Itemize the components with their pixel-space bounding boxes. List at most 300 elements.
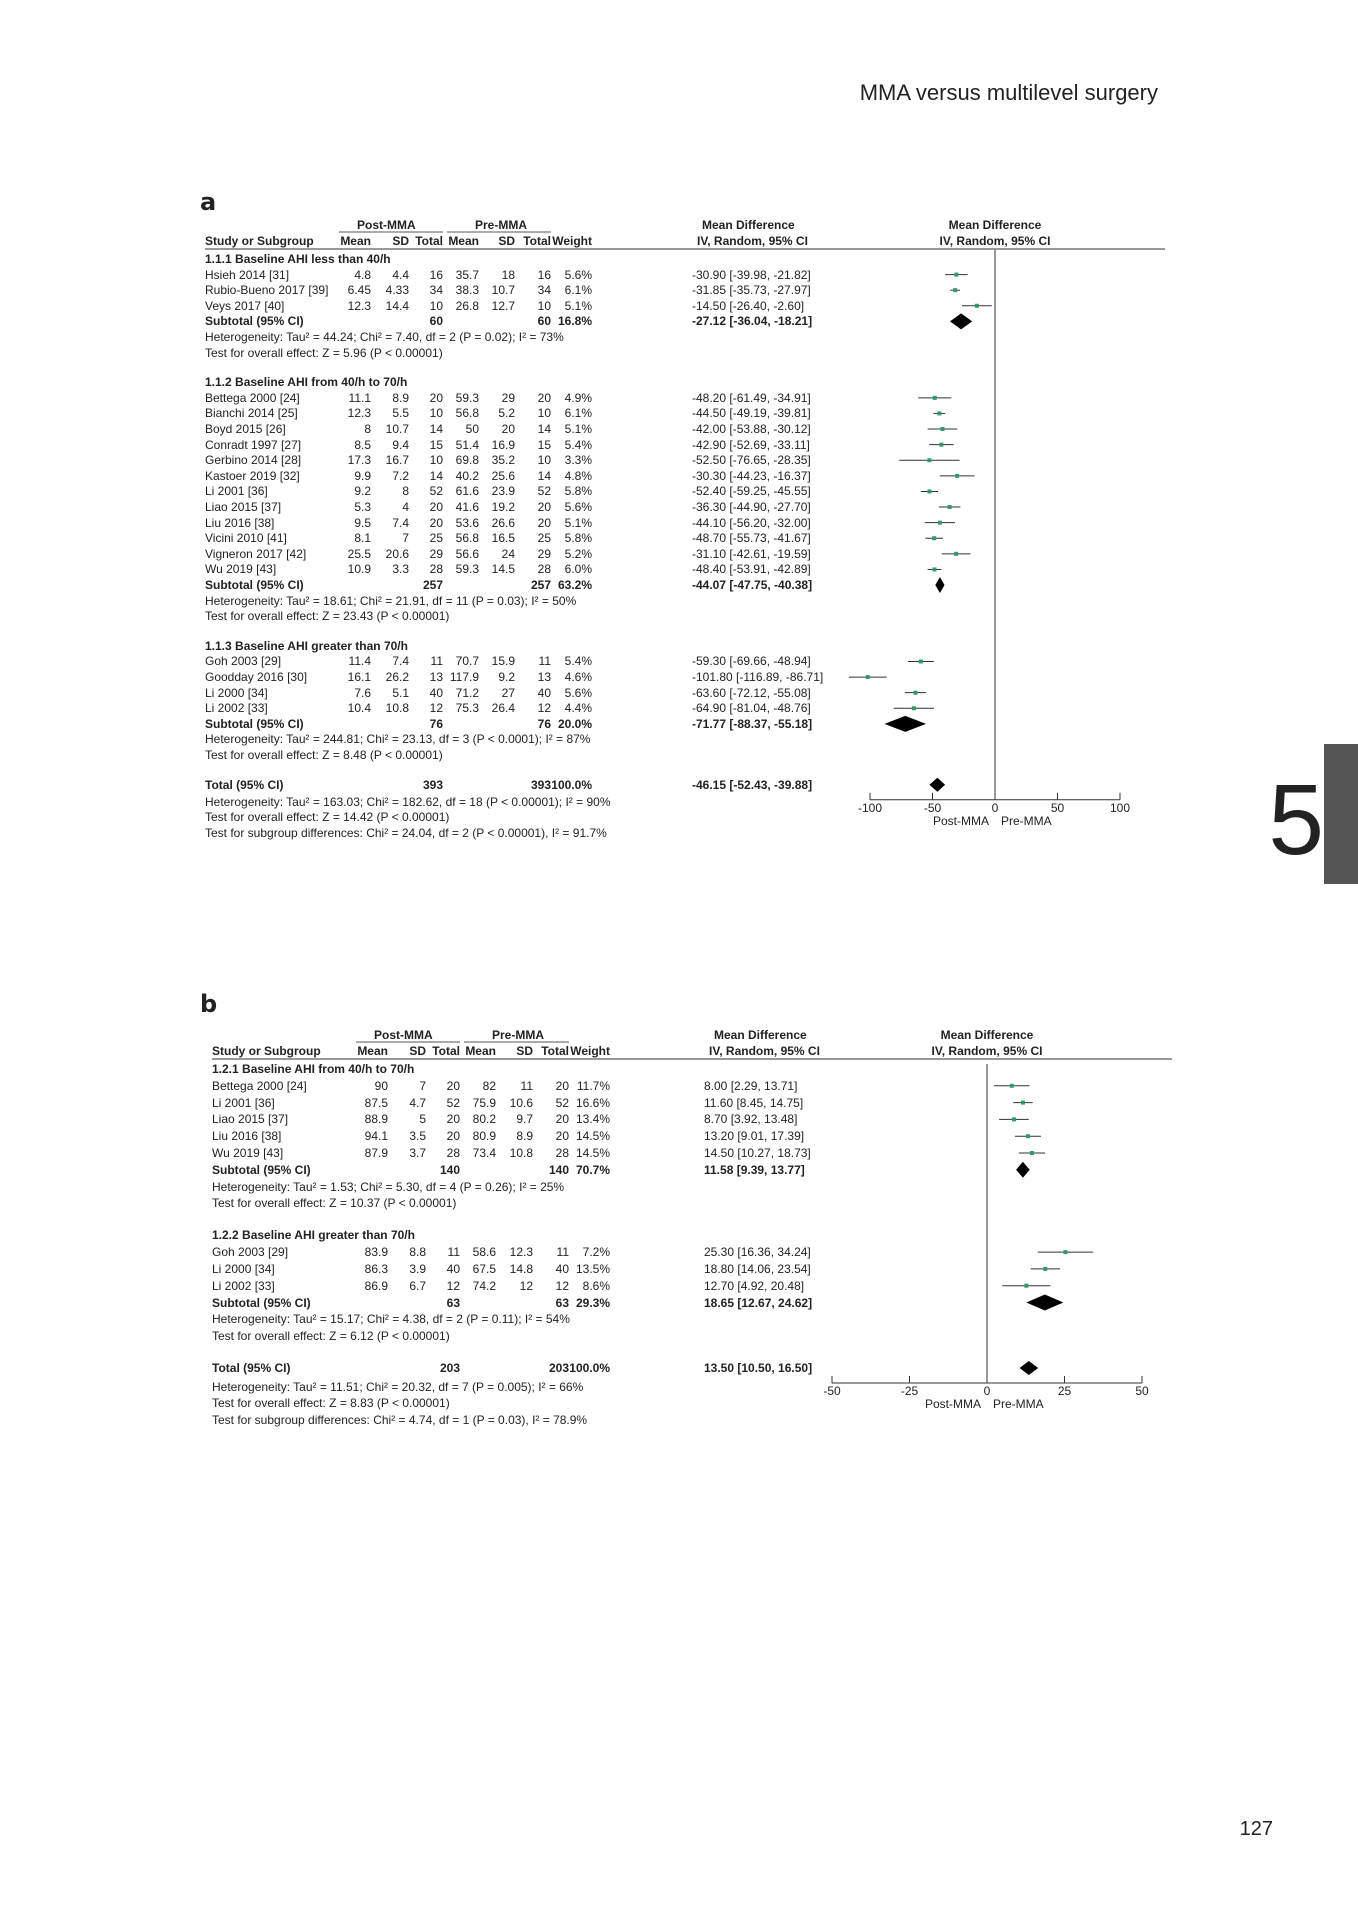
axis-tick-label: 25: [1057, 1384, 1072, 1399]
study-name: Liu 2016 [38]: [205, 515, 275, 530]
value-cell: 52: [446, 1095, 460, 1110]
value-cell: 40: [555, 1261, 569, 1276]
value-cell: 56.8: [455, 531, 479, 546]
ci-cell: 18.65 [12.67, 24.62]: [704, 1295, 813, 1310]
value-cell: 5.6%: [564, 267, 592, 282]
value-cell: 5.6%: [564, 500, 592, 515]
study-name: Liu 2016 [38]: [212, 1129, 282, 1144]
study-name: Li 2000 [34]: [205, 685, 268, 700]
value-cell: 5: [419, 1112, 426, 1127]
value-cell: 7.2%: [582, 1245, 610, 1260]
subgroup-differences-text: Test for subgroup differences: Chi² = 24.04, df = 2 (P < 0.00001), I² = 91.7%: [205, 826, 607, 841]
study-name: Liao 2015 [37]: [205, 500, 282, 515]
value-cell: 9.7: [516, 1112, 533, 1127]
value-cell: 52: [429, 484, 443, 499]
study-point: [975, 304, 979, 308]
column-header: Mean: [357, 1044, 388, 1058]
value-cell: 5.4%: [564, 437, 592, 452]
value-cell: 16: [429, 267, 443, 282]
value-cell: 23.9: [491, 484, 515, 499]
value-cell: 61.6: [455, 484, 479, 499]
study-point: [1021, 1101, 1025, 1105]
study-point: [1024, 1284, 1028, 1288]
value-cell: 10: [537, 298, 551, 313]
ci-cell: 14.50 [10.27, 18.73]: [704, 1146, 811, 1160]
value-cell: 59.3: [455, 562, 479, 577]
value-cell: 86.9: [364, 1278, 388, 1293]
value-cell: 20: [537, 390, 551, 405]
effect-header-right: Mean Difference: [948, 218, 1042, 232]
column-header: SD: [498, 234, 515, 248]
value-cell: 52: [537, 484, 551, 499]
study-point: [866, 675, 870, 679]
value-cell: 75.9: [472, 1095, 496, 1110]
value-cell: 20.0%: [557, 716, 592, 731]
study-name: Boyd 2015 [26]: [205, 422, 286, 437]
pooled-diamond: [950, 313, 972, 329]
value-cell: 13.5%: [575, 1261, 610, 1276]
value-cell: 25: [429, 531, 443, 546]
value-cell: 117.9: [449, 670, 479, 685]
value-cell: 26.6: [491, 515, 515, 530]
value-cell: 16.5: [491, 531, 515, 546]
chapter-number: 5: [1268, 764, 1324, 876]
value-cell: 24: [501, 546, 515, 561]
value-cell: 20: [429, 515, 443, 530]
study-point: [953, 288, 957, 292]
value-cell: 5.5: [392, 406, 409, 421]
value-cell: 11: [447, 1245, 460, 1260]
study-point: [1043, 1267, 1047, 1271]
ci-cell: -52.50 [-76.65, -28.35]: [692, 453, 811, 468]
column-header: SD: [392, 234, 409, 248]
value-cell: 8.9: [392, 390, 409, 405]
ci-cell: -31.85 [-35.73, -27.97]: [692, 283, 811, 298]
axis-tick-label: 100: [1109, 800, 1131, 815]
value-cell: 4.6%: [564, 670, 592, 685]
study-name: Bianchi 2014 [25]: [205, 406, 298, 421]
ci-cell: -42.90 [-52.69, -33.11]: [692, 437, 810, 452]
value-cell: 9.2: [354, 484, 371, 499]
value-cell: 40: [429, 685, 443, 700]
value-cell: 12: [555, 1278, 569, 1293]
heterogeneity-text: Heterogeneity: Tau² = 18.61; Chi² = 21.91, df = 11 (P = 0.03); I² = 50%: [205, 593, 577, 608]
total-label: Total (95% CI): [212, 1361, 291, 1376]
value-cell: 3.3%: [564, 453, 592, 468]
value-cell: 5.6%: [564, 685, 592, 700]
study-point: [941, 427, 945, 431]
study-name: Wu 2019 [43]: [205, 562, 277, 577]
study-name: Li 2000 [34]: [212, 1261, 275, 1276]
pooled-diamond: [1020, 1361, 1039, 1375]
study-point: [1026, 1134, 1030, 1138]
axis-tick-label: -25: [900, 1384, 919, 1399]
value-cell: 28: [429, 562, 443, 577]
effect-subheader-left: IV, Random, 95% CI: [697, 234, 808, 248]
value-cell: 70.7: [455, 654, 479, 669]
value-cell: 20: [555, 1112, 569, 1127]
ci-cell: -48.40 [-53.91, -42.89]: [692, 562, 811, 577]
value-cell: 10.6: [509, 1095, 533, 1110]
value-cell: 35.7: [455, 267, 479, 282]
ci-cell: 12.70 [4.92, 20.48]: [704, 1278, 805, 1293]
overall-effect-text: Test for overall effect: Z = 8.48 (P < 0.00001): [205, 748, 443, 763]
value-cell: 4.4: [392, 267, 409, 282]
study-name: Li 2002 [33]: [205, 701, 268, 716]
value-cell: 26.8: [455, 298, 479, 313]
column-header: Total: [523, 234, 551, 248]
overall-effect-text: Test for overall effect: Z = 6.12 (P < 0.00001): [212, 1329, 450, 1344]
value-cell: 87.9: [364, 1146, 388, 1160]
value-cell: 51.4: [455, 437, 479, 452]
study-point: [919, 659, 923, 663]
page-number: 127: [1239, 1818, 1273, 1840]
axis-tick-label: -50: [923, 800, 942, 815]
study-point: [954, 273, 958, 277]
study-name: Hsieh 2014 [31]: [205, 267, 290, 282]
heterogeneity-text: Heterogeneity: Tau² = 244.81; Chi² = 23.13, df = 3 (P < 0.0001); I² = 87%: [205, 732, 591, 747]
value-cell: 63: [555, 1295, 569, 1310]
value-cell: 20: [446, 1129, 460, 1144]
total-overall-effect-text: Test for overall effect: Z = 14.42 (P < 0.00001): [205, 810, 450, 825]
ci-cell: -27.12 [-36.04, -18.21]: [692, 314, 813, 329]
value-cell: 14.5: [491, 562, 515, 577]
effect-subheader-right: IV, Random, 95% CI: [939, 234, 1051, 248]
ci-cell: -30.90 [-39.98, -21.82]: [692, 267, 811, 282]
value-cell: 15.9: [491, 654, 515, 669]
value-cell: 10.7: [491, 283, 515, 298]
value-cell: 20: [555, 1129, 569, 1144]
value-cell: 56.8: [455, 406, 479, 421]
total-overall-effect-text: Test for overall effect: Z = 8.83 (P < 0.00001): [212, 1396, 450, 1411]
value-cell: 13: [429, 670, 443, 685]
value-cell: 20: [446, 1112, 460, 1127]
value-cell: 257: [422, 578, 443, 593]
forest-plot-b: [212, 1028, 1172, 1488]
study-point: [1030, 1151, 1034, 1155]
value-cell: 6.45: [347, 283, 371, 298]
value-cell: 28: [555, 1146, 569, 1160]
value-cell: 60: [429, 314, 443, 329]
study-point: [955, 474, 959, 478]
study-point: [937, 411, 941, 415]
study-point: [912, 706, 916, 710]
study-point: [939, 443, 943, 447]
study-name: Veys 2017 [40]: [205, 298, 285, 313]
column-header: Total: [415, 234, 443, 248]
value-cell: 11.7%: [576, 1078, 610, 1093]
study-point: [954, 552, 958, 556]
value-cell: 87.5: [364, 1095, 388, 1110]
value-cell: 140: [439, 1162, 460, 1177]
value-cell: 4: [402, 500, 409, 515]
value-cell: 3.3: [392, 562, 409, 577]
study-name: Goh 2003 [29]: [212, 1245, 289, 1260]
value-cell: 82: [482, 1078, 496, 1093]
value-cell: 3.9: [409, 1261, 426, 1276]
study-point: [932, 536, 936, 540]
value-cell: 14.5%: [575, 1146, 610, 1160]
value-cell: 94.1: [364, 1129, 388, 1144]
value-cell: 88.9: [364, 1112, 388, 1127]
value-cell: 14.5%: [575, 1129, 610, 1144]
value-cell: 10.8: [509, 1146, 533, 1160]
column-header: Mean: [448, 234, 479, 248]
heterogeneity-text: Heterogeneity: Tau² = 1.53; Chi² = 5.30, df = 4 (P = 0.26); I² = 25%: [212, 1179, 565, 1194]
value-cell: 29.3%: [575, 1295, 610, 1310]
value-cell: 5.2%: [564, 546, 592, 561]
value-cell: 10: [537, 453, 551, 468]
column-header: Study or Subgroup: [212, 1044, 321, 1058]
value-cell: 16.6%: [575, 1095, 610, 1110]
value-cell: 20: [429, 500, 443, 515]
subtotal-label: Subtotal (95% CI): [212, 1162, 311, 1177]
value-cell: 10.7: [385, 422, 409, 437]
value-cell: 10.8: [385, 701, 409, 716]
study-name: Li 2001 [36]: [205, 484, 268, 499]
value-cell: 20: [537, 515, 551, 530]
value-cell: 12.3: [347, 298, 371, 313]
study-point: [927, 458, 931, 462]
axis-tick-label: 0: [983, 1384, 991, 1399]
group2-header: Pre-MMA: [492, 1028, 545, 1042]
group1-header: Post-MMA: [357, 218, 416, 232]
study-name: Kastoer 2019 [32]: [205, 468, 300, 483]
ci-cell: -42.00 [-53.88, -30.12]: [692, 422, 811, 437]
study-point: [914, 691, 918, 695]
value-cell: 10: [429, 298, 443, 313]
value-cell: 4.9%: [564, 390, 592, 405]
study-point: [948, 505, 952, 509]
subgroup-title: 1.1.2 Baseline AHI from 40/h to 70/h: [205, 375, 408, 390]
value-cell: 10: [429, 453, 443, 468]
value-cell: 76: [429, 716, 443, 731]
value-cell: 25.6: [491, 468, 515, 483]
value-cell: 86.3: [364, 1261, 388, 1276]
ci-cell: 8.70 [3.92, 13.48]: [704, 1112, 798, 1127]
value-cell: 34: [537, 283, 551, 298]
subtotal-label: Subtotal (95% CI): [205, 578, 304, 593]
overall-effect-text: Test for overall effect: Z = 23.43 (P < 0.00001): [205, 609, 450, 624]
value-cell: 10.4: [347, 701, 371, 716]
ci-cell: 25.30 [16.36, 34.24]: [704, 1245, 811, 1260]
value-cell: 6.7: [409, 1278, 426, 1293]
ci-cell: -31.10 [-42.61, -19.59]: [692, 546, 811, 561]
column-header: Weight: [570, 1044, 610, 1058]
value-cell: 16: [537, 267, 551, 282]
value-cell: 67.5: [472, 1261, 496, 1276]
value-cell: 74.2: [472, 1278, 496, 1293]
subgroup-title: 1.2.1 Baseline AHI from 40/h to 70/h: [212, 1062, 415, 1076]
value-cell: 11: [538, 654, 551, 669]
value-cell: 58.6: [472, 1245, 496, 1260]
value-cell: 75.3: [455, 701, 479, 716]
column-header: SD: [516, 1044, 533, 1058]
value-cell: 17.3: [347, 453, 371, 468]
value-cell: 59.3: [455, 390, 479, 405]
axis-right-label: Pre-MMA: [1001, 813, 1052, 828]
value-cell: 100.0%: [551, 777, 592, 792]
axis-left-label: Post-MMA: [924, 1397, 981, 1412]
column-header: Study or Subgroup: [205, 234, 314, 248]
value-cell: 9.4: [392, 437, 409, 452]
value-cell: 5.8%: [564, 531, 592, 546]
axis-tick-label: 0: [991, 800, 999, 815]
value-cell: 25: [537, 531, 551, 546]
forest-plot-graphics: [205, 218, 1165, 958]
value-cell: 8: [364, 422, 371, 437]
value-cell: 20: [429, 390, 443, 405]
value-cell: 8.8: [409, 1245, 426, 1260]
value-cell: 50: [465, 422, 479, 437]
study-name: Gerbino 2014 [28]: [205, 453, 302, 468]
value-cell: 14: [537, 422, 551, 437]
value-cell: 8: [402, 484, 409, 499]
value-cell: 9.9: [354, 468, 371, 483]
effect-header-left: Mean Difference: [702, 218, 795, 232]
value-cell: 9.5: [354, 515, 371, 530]
value-cell: 40: [446, 1261, 460, 1276]
ci-cell: 8.00 [2.29, 13.71]: [704, 1078, 798, 1093]
value-cell: 14.4: [385, 298, 409, 313]
value-cell: 40.2: [455, 468, 479, 483]
value-cell: 3.5: [409, 1129, 426, 1144]
ci-cell: -101.80 [-116.89, -86.71]: [692, 670, 824, 685]
ci-cell: -48.70 [-55.73, -41.67]: [692, 531, 811, 546]
value-cell: 28: [537, 562, 551, 577]
ci-cell: -59.30 [-69.66, -48.94]: [692, 654, 811, 669]
study-name: Bettega 2000 [24]: [205, 390, 300, 405]
group2-header: Pre-MMA: [475, 218, 528, 232]
value-cell: 7: [402, 531, 409, 546]
study-name: Vigneron 2017 [42]: [205, 546, 307, 561]
study-point: [933, 396, 937, 400]
ci-cell: -48.20 [-61.49, -34.91]: [692, 390, 811, 405]
pooled-diamond: [935, 577, 944, 593]
value-cell: 14: [429, 468, 443, 483]
panel-label-b: b: [200, 990, 218, 1018]
value-cell: 393: [422, 777, 443, 792]
column-header: Total: [541, 1044, 569, 1058]
axis-right-label: Pre-MMA: [993, 1397, 1044, 1412]
value-cell: 5.1: [392, 685, 409, 700]
pooled-diamond: [929, 778, 945, 792]
heterogeneity-text: Heterogeneity: Tau² = 15.17; Chi² = 4.38, df = 2 (P = 0.11); I² = 54%: [212, 1312, 570, 1327]
value-cell: 6.0%: [564, 562, 592, 577]
value-cell: 5.2: [498, 406, 515, 421]
value-cell: 60: [537, 314, 551, 329]
value-cell: 13: [537, 670, 551, 685]
value-cell: 12.3: [509, 1245, 533, 1260]
column-header: Total: [432, 1044, 460, 1058]
value-cell: 10.9: [347, 562, 371, 577]
study-name: Wu 2019 [43]: [212, 1146, 284, 1160]
value-cell: 4.8: [354, 267, 371, 282]
value-cell: 6.1%: [564, 283, 592, 298]
value-cell: 8.6%: [582, 1278, 610, 1293]
value-cell: 20: [446, 1078, 460, 1093]
forest-plot-a: [205, 218, 1165, 948]
effect-subheader-right: IV, Random, 95% CI: [931, 1044, 1043, 1058]
ci-cell: -14.50 [-26.40, -2.60]: [692, 298, 805, 313]
value-cell: 29: [501, 390, 515, 405]
study-name: Goh 2003 [29]: [205, 654, 282, 669]
value-cell: 34: [429, 283, 443, 298]
study-name: Li 2002 [33]: [212, 1278, 275, 1293]
study-point: [933, 567, 937, 571]
value-cell: 20.6: [385, 546, 409, 561]
total-heterogeneity-text: Heterogeneity: Tau² = 11.51; Chi² = 20.32, df = 7 (P = 0.005); I² = 66%: [212, 1379, 584, 1394]
value-cell: 203: [439, 1361, 460, 1376]
ci-cell: -52.40 [-59.25, -45.55]: [692, 484, 811, 499]
value-cell: 4.33: [385, 283, 409, 298]
running-head: MMA versus multilevel surgery: [859, 80, 1158, 105]
value-cell: 27: [501, 685, 515, 700]
value-cell: 80.9: [472, 1129, 496, 1144]
value-cell: 63: [446, 1295, 460, 1310]
ci-cell: 13.20 [9.01, 17.39]: [704, 1129, 805, 1144]
overall-effect-text: Test for overall effect: Z = 5.96 (P < 0.00001): [205, 345, 443, 360]
study-name: Conradt 1997 [27]: [205, 437, 302, 452]
value-cell: 5.4%: [564, 654, 592, 669]
value-cell: 38.3: [455, 283, 479, 298]
ci-cell: -36.30 [-44.90, -27.70]: [692, 500, 811, 515]
axis-tick-label: -50: [823, 1384, 841, 1399]
value-cell: 100.0%: [569, 1361, 610, 1376]
value-cell: 26.2: [385, 670, 409, 685]
ci-cell: 13.50 [10.50, 16.50]: [704, 1361, 813, 1376]
value-cell: 4.4%: [564, 701, 592, 716]
value-cell: 29: [537, 546, 551, 561]
value-cell: 41.6: [455, 500, 479, 515]
value-cell: 5.1%: [564, 515, 592, 530]
ci-cell: -44.50 [-49.19, -39.81]: [692, 406, 811, 421]
value-cell: 53.6: [455, 515, 479, 530]
value-cell: 5.3: [354, 500, 371, 515]
value-cell: 11: [430, 654, 443, 669]
value-cell: 7.6: [354, 685, 371, 700]
subtotal-label: Subtotal (95% CI): [205, 716, 304, 731]
value-cell: 393: [530, 777, 551, 792]
value-cell: 7.4: [392, 654, 409, 669]
value-cell: 5.1%: [564, 298, 592, 313]
value-cell: 5.1%: [564, 422, 592, 437]
study-name: Vicini 2010 [41]: [205, 531, 287, 546]
effect-subheader-left: IV, Random, 95% CI: [709, 1044, 820, 1058]
value-cell: 10: [537, 406, 551, 421]
value-cell: 3.7: [409, 1146, 426, 1160]
value-cell: 16.9: [491, 437, 515, 452]
value-cell: 18: [501, 267, 515, 282]
value-cell: 6.1%: [564, 406, 592, 421]
value-cell: 257: [530, 578, 551, 593]
value-cell: 28: [446, 1146, 460, 1160]
ci-cell: -63.60 [-72.12, -55.08]: [692, 685, 811, 700]
value-cell: 20: [501, 422, 515, 437]
pooled-diamond: [1016, 1162, 1030, 1178]
value-cell: 80.2: [472, 1112, 496, 1127]
overall-effect-text: Test for overall effect: Z = 10.37 (P < 0.00001): [212, 1196, 457, 1211]
study-name: Li 2001 [36]: [212, 1095, 275, 1110]
value-cell: 90: [374, 1078, 388, 1093]
total-heterogeneity-text: Heterogeneity: Tau² = 163.03; Chi² = 182.62, df = 18 (P < 0.00001); I² = 90%: [205, 794, 611, 809]
ci-cell: -44.10 [-56.20, -32.00]: [692, 515, 811, 530]
value-cell: 70.7%: [575, 1162, 610, 1177]
value-cell: 8.5: [354, 437, 371, 452]
study-point: [938, 521, 942, 525]
value-cell: 20: [555, 1078, 569, 1093]
value-cell: 11.4: [348, 654, 371, 669]
